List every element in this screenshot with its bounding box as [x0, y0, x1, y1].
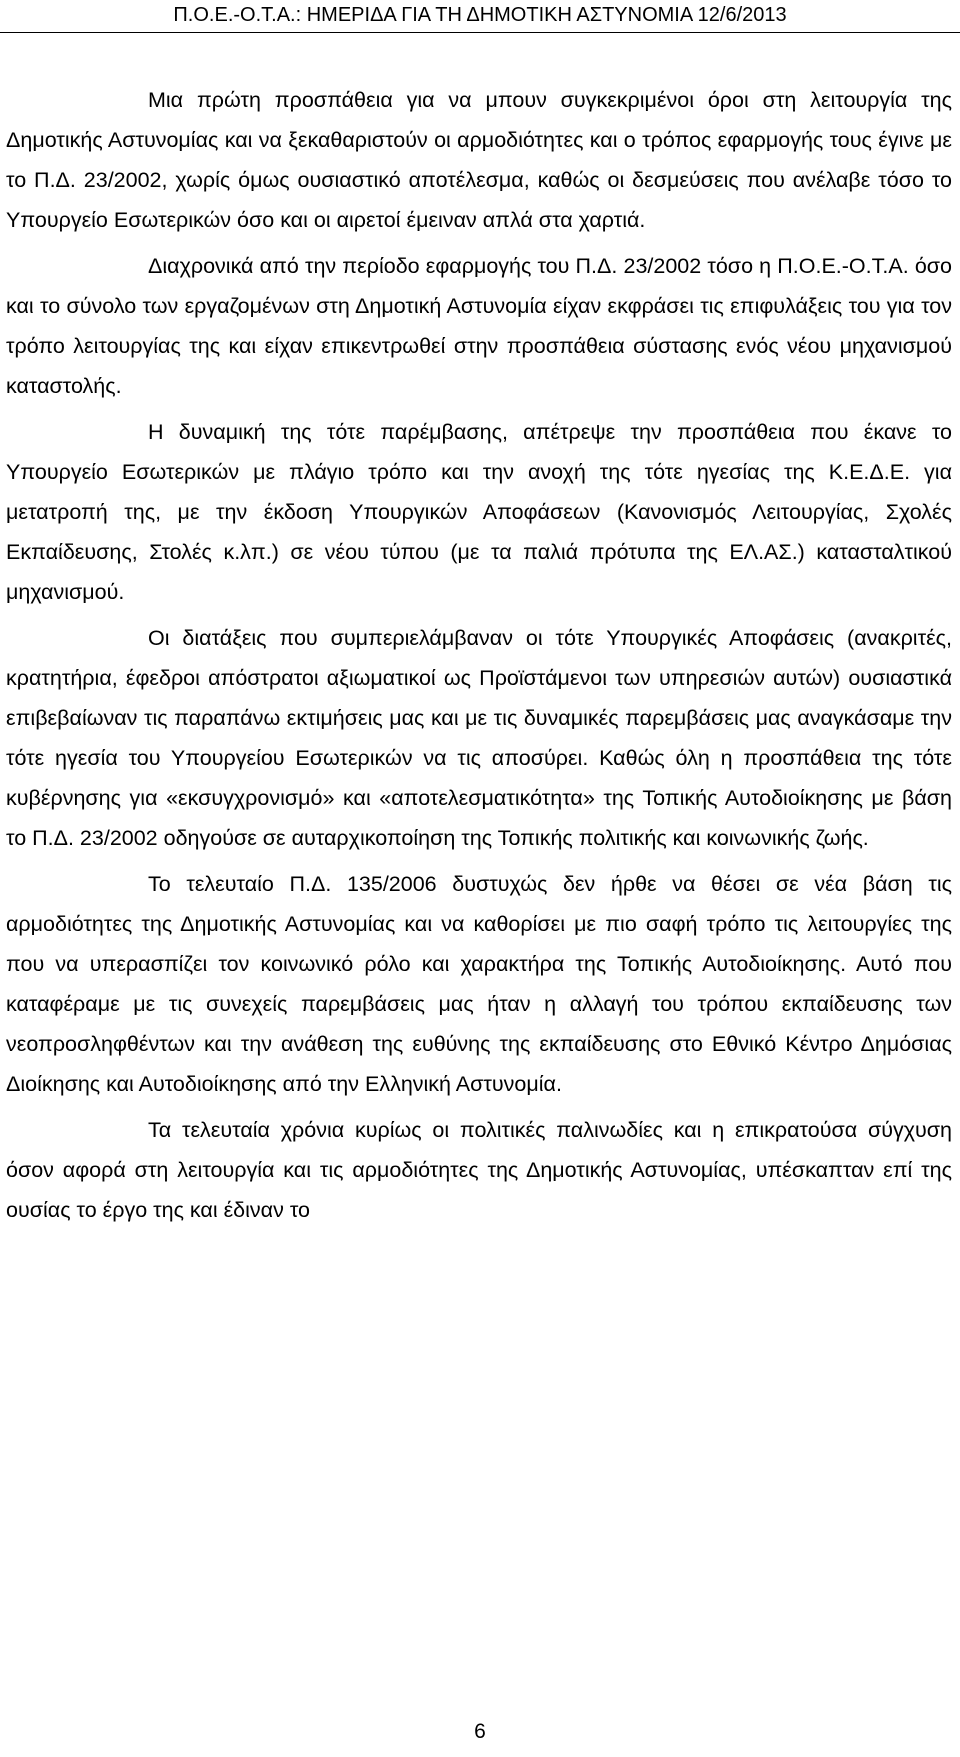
- paragraph: Τα τελευταία χρόνια κυρίως οι πολιτικές παλινωδίες και η επικρατούσα σύγχυση όσον αφορά στη λειτουργία και τις αρμοδιότητες της Δημοτικής Αστυνομίας, υπέσκαπταν επί της ουσίας το έργο της και έδιναν το: [6, 1118, 952, 1222]
- paragraph: Οι διατάξεις που συμπεριελάμβαναν οι τότε Υπουργικές Αποφάσεις (ανακριτές, κρατητήρια, έφεδροι απόστρατοι αξιωματικοί ως Προϊστάμενοι των υπηρεσιών αυτών) ουσιαστικά επιβεβαίωναν τις παραπάνω εκτιμήσεις μας και με τις δυναμικές παρεμβάσεις μας αναγκάσαμε την τότε ηγεσία του Υπουργείου Εσωτερικών να τις αποσύρει. Καθώς όλη η προσπάθεια της τότε κυβέρνησης για «εκσυγχρονισμό» και «αποτελεσματικότητα» της Τοπικής Αυτοδιοίκησης με βάση το Π.Δ. 23/2002 οδηγούσε σε αυταρχικοποίηση της Τοπικής πολιτικής και κοινωνικής ζωής.: [6, 626, 952, 850]
- paragraph: Μια πρώτη προσπάθεια για να μπουν συγκεκριμένοι όροι στη λειτουργία της Δημοτικής Αστυνομίας και να ξεκαθαριστούν οι αρμοδιότητες και ο τρόπος εφαρμογής τους έγινε με το Π.Δ. 23/2002, χωρίς όμως ουσιαστικό αποτέλεσμα, καθώς οι δεσμεύσεις που ανέλαβε τόσο το Υπουργείο Εσωτερικών όσο και οι αιρετοί έμειναν απλά στα χαρτιά.: [6, 88, 952, 232]
- document-body: [6, 80, 952, 1236]
- paragraph: Το τελευταίο Π.Δ. 135/2006 δυστυχώς δεν ήρθε να θέσει σε νέα βάση τις αρμοδιότητες της Δημοτικής Αστυνομίας και να καθορίσει με πιο σαφή τρόπο τις λειτουργίες της που να υπερασπίζει τον κοινωνικό ρόλο και χαρακτήρα της Τοπικής Αυτοδιοίκησης. Αυτό που καταφέραμε με τις συνεχείς παρεμβάσεις μας ήταν η αλλαγή του τρόπου εκπαίδευσης των νεοπροσληφθέντων και την ανάθεση της ευθύνης της εκπαίδευσης στο Εθνικό Κέντρο Δημόσιας Διοίκησης και Αυτοδιοίκησης από την Ελληνική Αστυνομία.: [6, 872, 952, 1096]
- header-title: Π.Ο.Ε.-Ο.Τ.Α.: ΗΜΕΡΙΔΑ ΓΙΑ ΤΗ ΔΗΜΟΤΙΚΗ ΑΣΤΥΝΟΜΙΑ 12/6/2013: [173, 4, 787, 26]
- header-divider: [0, 32, 960, 33]
- page-header: [0, 0, 960, 34]
- paragraph: Η δυναμική της τότε παρέμβασης, απέτρεψε την προσπάθεια που έκανε το Υπουργείο Εσωτερικών με πλάγιο τρόπο και την ανοχή της τότε ηγεσίας της Κ.Ε.Δ.Ε. για μετατροπή της, με την έκδοση Υπουργικών Αποφάσεων (Κανονισμός Λειτουργίας, Σχολές Εκπαίδευσης, Στολές κ.λπ.) σε νέου τύπου (με τα παλιά πρότυπα της ΕΛ.ΑΣ.) κατασταλτικού μηχανισμού.: [6, 420, 952, 604]
- page-number: 6: [474, 1720, 486, 1743]
- paragraph: Διαχρονικά από την περίοδο εφαρμογής του Π.Δ. 23/2002 τόσο η Π.Ο.Ε.-Ο.Τ.Α. όσο και το σύνολο των εργαζομένων στη Δημοτική Αστυνομία είχαν εκφράσει τις επιφυλάξεις του για τον τρόπο λειτουργίας της και είχαν επικεντρωθεί στην προσπάθεια σύστασης ενός νέου μηχανισμού καταστολής.: [6, 254, 952, 398]
